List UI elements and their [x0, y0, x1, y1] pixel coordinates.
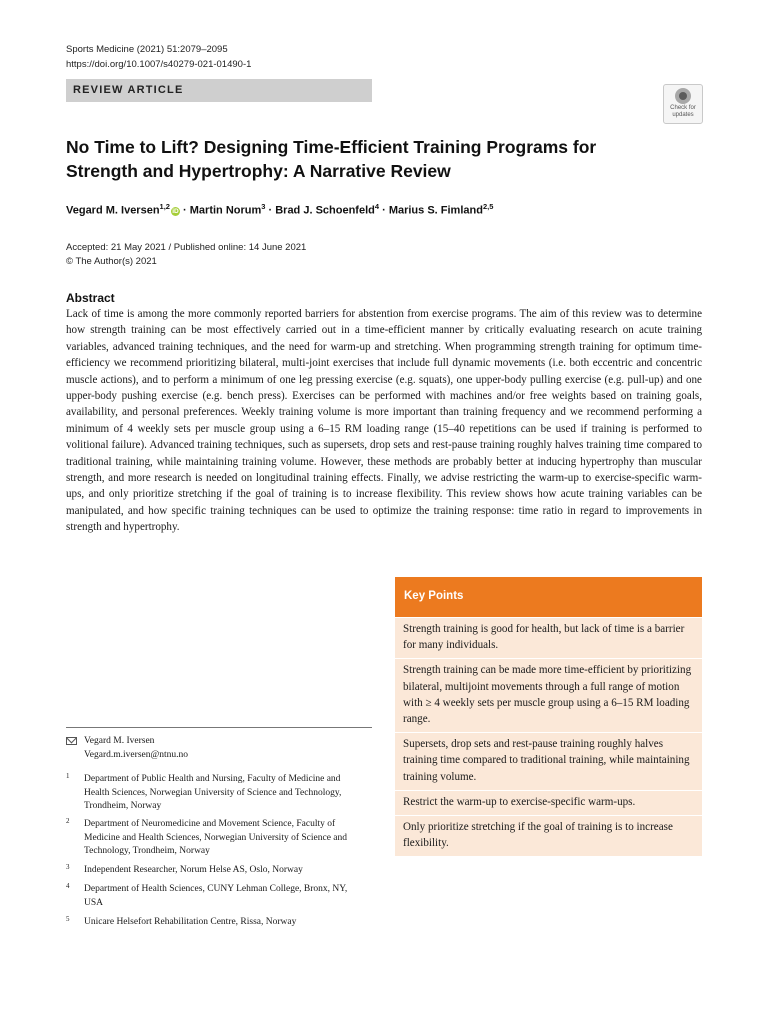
accepted-published-dates: Accepted: 21 May 2021 / Published online: 14 June 2021 [66, 242, 307, 253]
check-updates-line2: updates [672, 111, 694, 118]
author-affiliation-sup: 1,2 [159, 202, 170, 211]
affiliation-text: Department of Neuromedicine and Movement Science, Faculty of Medicine and Health Sciences, Norwegian University of Science and Technology, Trondheim, Norway [84, 819, 348, 856]
affiliation-item [66, 818, 366, 859]
publication-dates [66, 241, 306, 268]
journal-header [66, 42, 251, 72]
affiliation-number: 1 [66, 772, 70, 780]
check-updates-icon [675, 88, 691, 104]
key-point-item: Strength training is good for health, but lack of time is a barrier for many individuals. [403, 623, 685, 652]
author-list: Vegard M. Iversen$^{1,2}$iD · Martin Norum$^3$ · Brad J. Schoenfeld$^4$ · Marius S. Fimland$^{2,5}$ [66, 202, 494, 217]
author-name[interactable]: Brad J. Schoenfeld [275, 204, 375, 217]
corresponding-author-email[interactable]: Vegard.m.iversen@ntnu.no [84, 749, 188, 760]
correspondence-block [84, 735, 188, 762]
author-name[interactable]: Vegard M. Iversen [66, 204, 160, 217]
affiliation-number: 4 [66, 882, 70, 890]
footnote-divider [66, 727, 372, 728]
article-type-bar: REVIEW ARTICLE [66, 79, 372, 102]
affiliation-text: Department of Public Health and Nursing, Faculty of Medicine and Health Sciences, Norwegian University of Science and Technology, Trondheim, Norway [84, 774, 342, 811]
key-points-heading: Key Points [395, 577, 702, 617]
check-for-updates-button[interactable] [663, 84, 703, 124]
article-title: No Time to Lift? Designing Time-Efficient Training Programs for Strength and Hypertrophy: A Narrative Review [66, 137, 597, 181]
author-affiliation-sup: 2,5 [482, 202, 494, 211]
affiliation-text: Department of Health Sciences, CUNY Lehman College, Bronx, NY, USA [84, 884, 348, 908]
journal-citation: Sports Medicine (2021) 51:2079–2095 [66, 44, 228, 55]
affiliation-item [66, 864, 366, 878]
key-point-item: Strength training can be made more time-efficient by prioritizing bilateral, multijoint movements through a full range of motion with ≥ 4 weekly sets per muscle group using a 6–15 RM loading range. [395, 658, 702, 732]
affiliation-number: 3 [66, 863, 70, 871]
orcid-icon[interactable]: iD [172, 207, 179, 215]
doi-link[interactable]: https://doi.org/10.1007/s40279-021-01490-1 [66, 59, 252, 70]
key-point-item: Only prioritize stretching if the goal of training is to increase flexibility. [395, 815, 702, 856]
affiliation-item [66, 773, 366, 814]
envelope-icon [66, 737, 77, 745]
affiliation-number: 2 [66, 817, 70, 825]
affiliation-item [66, 916, 366, 930]
affiliation-text: Unicare Helsefort Rehabilitation Centre, Rissa, Norway [84, 917, 297, 927]
check-updates-line1: Check for [670, 105, 696, 111]
affiliation-number: 5 [66, 915, 70, 923]
corresponding-author-name: Vegard M. Iversen [84, 736, 155, 746]
author-affiliation-sup: 4 [374, 202, 380, 211]
key-point-item: Supersets, drop sets and rest-pause training roughly halves training time compared to traditional training, while maintaining training volume. [395, 732, 702, 790]
copyright-notice: © The Author(s) 2021 [66, 255, 157, 267]
author-affiliation-sup: 3 [261, 202, 266, 211]
abstract-heading: Abstract [66, 291, 115, 305]
author-name[interactable]: Marius S. Fimland [388, 204, 483, 217]
affiliation-text: Independent Researcher, Norum Helse AS, Oslo, Norway [84, 865, 303, 875]
abstract-text: Lack of time is among the more commonly reported barriers for abstention from exercise programs. The aim of this review was to determine how strength training can be most effectively carried out in a time-efficient manner by critically evaluating research on acute training variables, advanced training techniques, and the need for warm-up and stretching. When programming strength training for optimum time-efficiency we recommend prioritizing bilateral, multi-joint exercises that include full dynamic movements (i.e. both eccentric and concentric muscle actions), and to perform a minimum of one leg pressing exercise (e.g. squats), one upper-body pulling exercise (e.g. pull-up) and one upper-body pushing exercise (e.g. bench press). Exercises can be performed with machines and/or free weights based on training goals, availability, and personal preferences. Weekly training volume is more important than training frequency and we recommend performing a minimum of 4 weekly sets per muscle group using a 6–15 RM loading range (15–40 repetitions can be used if training is performed to volitional failure). Advanced training techniques, such as supersets, drop sets and rest-pause training roughly halves training time compared to traditional training, while maintaining training volume. However, these methods are probably better at inducing hypertrophy than muscular strength, and more research is needed on longitudinal training effects. Finally, we advise restricting the warm-up to exercise-specific warm-ups, and only prioritize stretching if the goal of training is to increase flexibility. This review shows how acute training variables can be manipulated, and how specific training techniques can be used to optimize the training response: time ratio in regard to improvements in strength and hypertrophy. [66, 308, 702, 534]
key-points-box [395, 618, 702, 856]
author-name[interactable]: Martin Norum [189, 204, 262, 217]
affiliation-item [66, 883, 366, 910]
key-point-item: Restrict the warm-up to exercise-specific warm-ups. [395, 790, 702, 815]
